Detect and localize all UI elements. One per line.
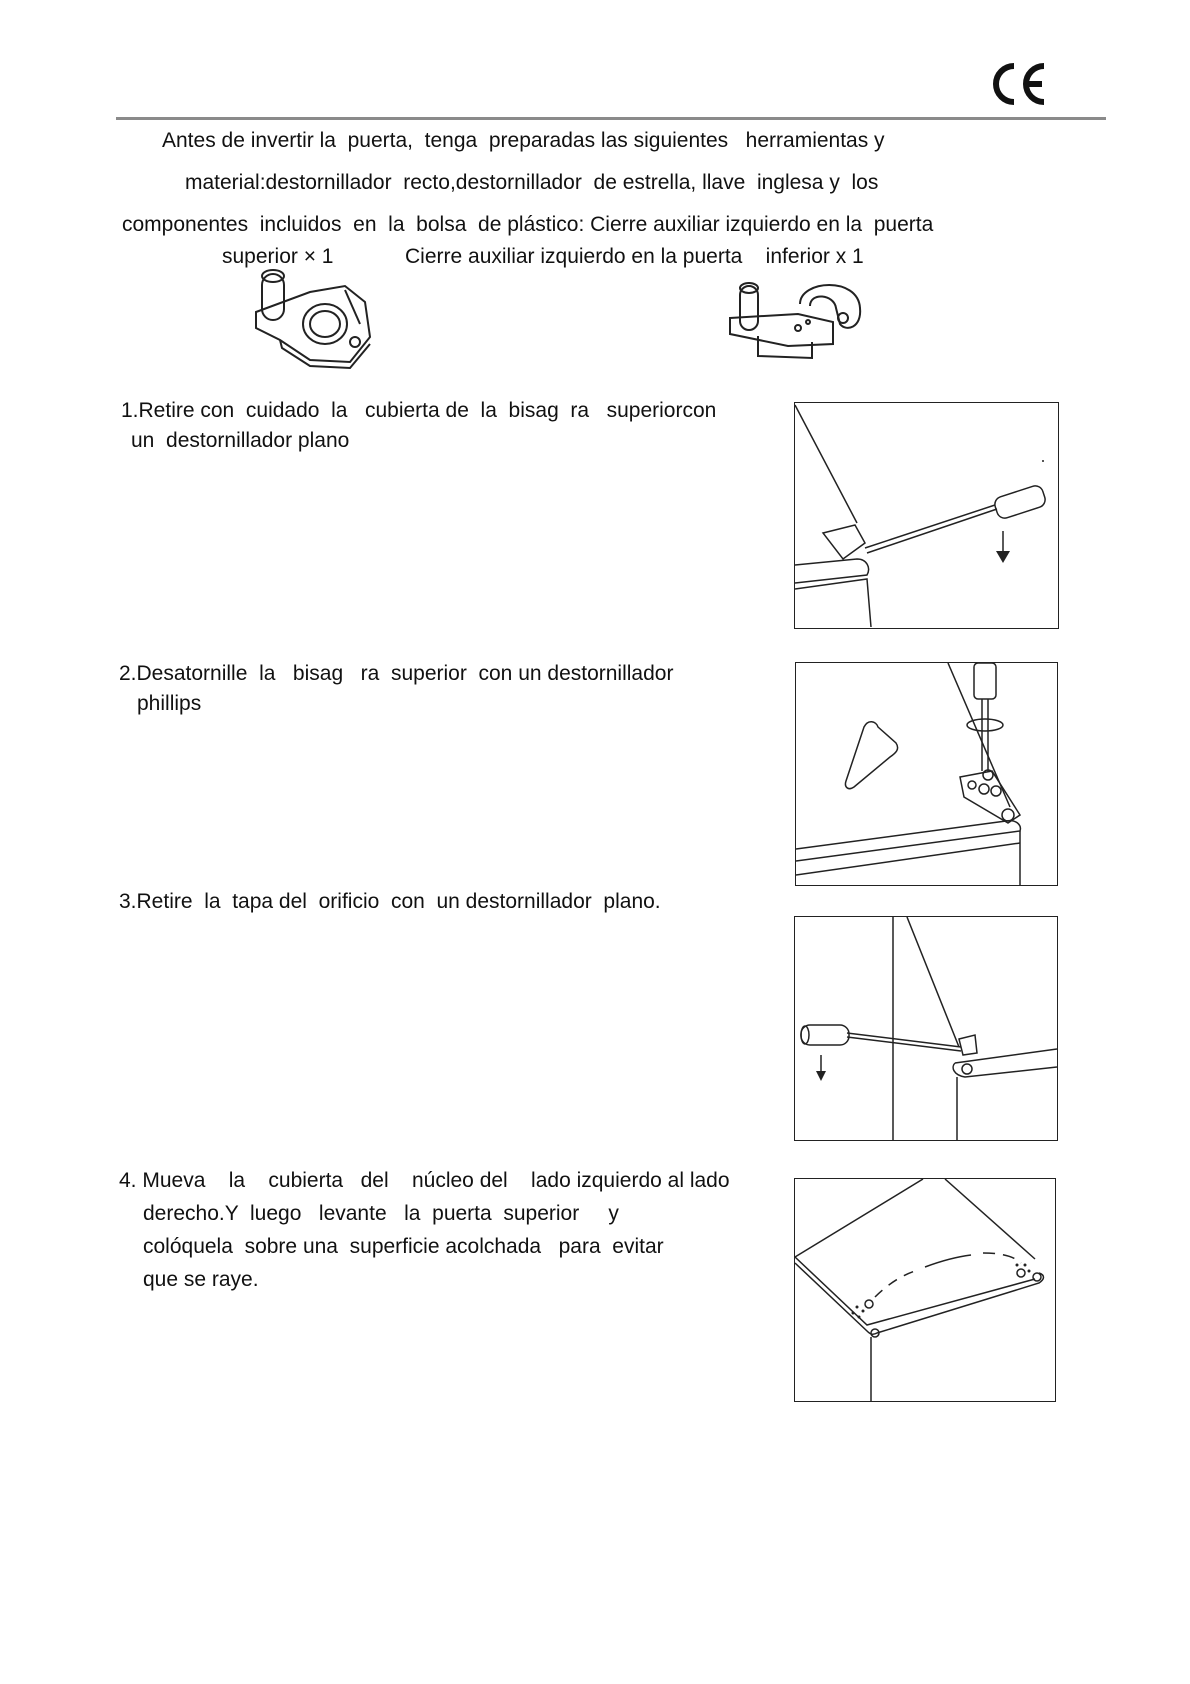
- step3-line-1: 3.Retire la tapa del orificio con un destornillador plano.: [119, 890, 661, 913]
- lower-door-aux-latch-illustration: [728, 278, 868, 373]
- step4-figure: [794, 1178, 1056, 1402]
- step3-figure: [794, 916, 1058, 1141]
- intro-line-2: material:destornillador recto,destornillador de estrella, llave inglesa y los: [185, 171, 879, 194]
- step2-figure: [795, 662, 1058, 886]
- step2-line-2: phillips: [137, 692, 202, 715]
- upper-door-aux-latch-illustration: [250, 262, 380, 372]
- step1-line-1: 1.Retire con cuidado la cubierta de la bisag ra superiorcon: [121, 399, 717, 422]
- header-rule: [116, 117, 1106, 120]
- intro-line-1: Antes de invertir la puerta, tenga preparadas las siguientes herramientas y: [162, 129, 885, 152]
- step4-line-4: que se raye.: [143, 1268, 259, 1291]
- step4-line-1: 4. Mueva la cubierta del núcleo del lado izquierdo al lado: [119, 1169, 730, 1192]
- step2-line-1: 2.Desatornille la bisag ra superior con un destornillador: [119, 662, 674, 685]
- step4-line-2: derecho.Y luego levante la puerta superior y: [143, 1202, 619, 1225]
- step1-figure: [794, 402, 1059, 629]
- step1-line-2: un destornillador plano: [131, 429, 350, 452]
- step4-line-3: colóquela sobre una superficie acolchada para evitar: [143, 1235, 664, 1258]
- intro-line-3: componentes incluidos en la bolsa de plástico: Cierre auxiliar izquierdo en la puerta: [122, 213, 934, 236]
- part2-caption: Cierre auxiliar izquierdo en la puerta inferior x 1: [405, 245, 864, 268]
- ce-mark-logo: [990, 58, 1050, 110]
- part1-caption: superior × 1: [222, 245, 334, 268]
